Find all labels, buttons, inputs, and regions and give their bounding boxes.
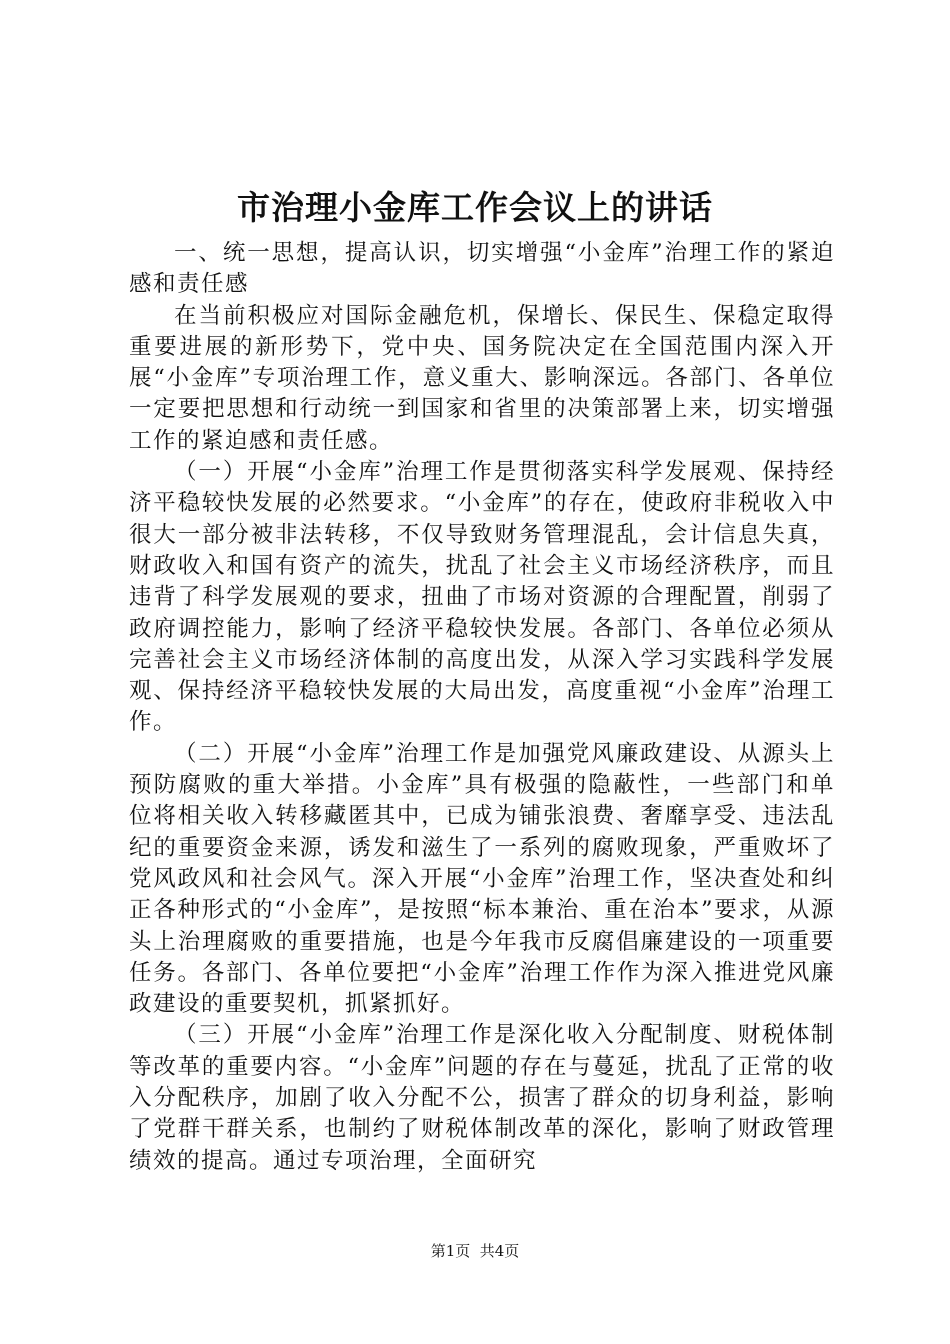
body-paragraph: 在当前积极应对国际金融危机，保增长、保民生、保稳定取得重要进展的新形势下，党中央、国务院决定在全国范围内深入开展“小金库”专项治理工作，意义重大、影响深远。各部门、各单位一定要把思想和行动统一到国家和省里的决策部署上来，切实增强工作的紧迫感和责任感。 — [129, 302, 835, 454]
document-title: 市治理小金库工作会议上的讲话 — [237, 188, 713, 227]
page-number: 第1页 共4页 — [430, 1242, 520, 1260]
body-paragraph: （一）开展“小金库”治理工作是贯彻落实科学发展观、保持经济平稳较快发展的必然要求。“小金库”的存在，使政府非税收入中很大一部分被非法转移，不仅导致财务管理混乱，会计信息失真，财政收入和国有资产的流失，扰乱了社会主义市场经济秩序，而且违背了科学发展观的要求，扭曲了市场对资源的合理配置，削弱了政府调控能力，影响了经济平稳较快发展。各部门、各单位必须从完善社会主义市场经济体制的高度出发，从深入学习实践科学发展观、保持经济平稳较快发展的大局出发，高度重视“小金库”治理工作。 — [129, 459, 835, 736]
body-paragraph: （二）开展“小金库”治理工作是加强党风廉政建设、从源头上预防腐败的重大举措。小金库”具有极强的隐蔽性，一些部门和单位将相关收入转移藏匿其中，已成为铺张浪费、奢靡享受、违法乱纪的重要资金来源，诱发和滋生了一系列的腐败现象，严重败坏了党风政风和社会风气。深入开展“小金库”治理工作，坚决查处和纠正各种形式的“小金库”，是按照“标本兼治、重在治本”要求，从源头上治理腐败的重要措施，也是今年我市反腐倡廉建设的一项重要任务。各部门、各单位要把“小金库”治理工作作为深入推进党风廉政建设的重要契机，抓紧抓好。 — [129, 740, 835, 1018]
document-body — [129, 238, 835, 1177]
section-heading: 一、统一思想，提高认识，切实增强“小金库”治理工作的紧迫感和责任感 — [129, 240, 835, 298]
page-footer — [0, 1241, 950, 1261]
body-paragraph: （三）开展“小金库”治理工作是深化收入分配制度、财税体制等改革的重要内容。“小金库”问题的存在与蔓延，扰乱了正常的收入分配秩序，加剧了收入分配不公，损害了群众的切身利益，影响了党群干群关系，也制约了财税体制改革的深化，影响了财政管理绩效的提高。通过专项治理，全面研究 — [129, 1022, 835, 1174]
